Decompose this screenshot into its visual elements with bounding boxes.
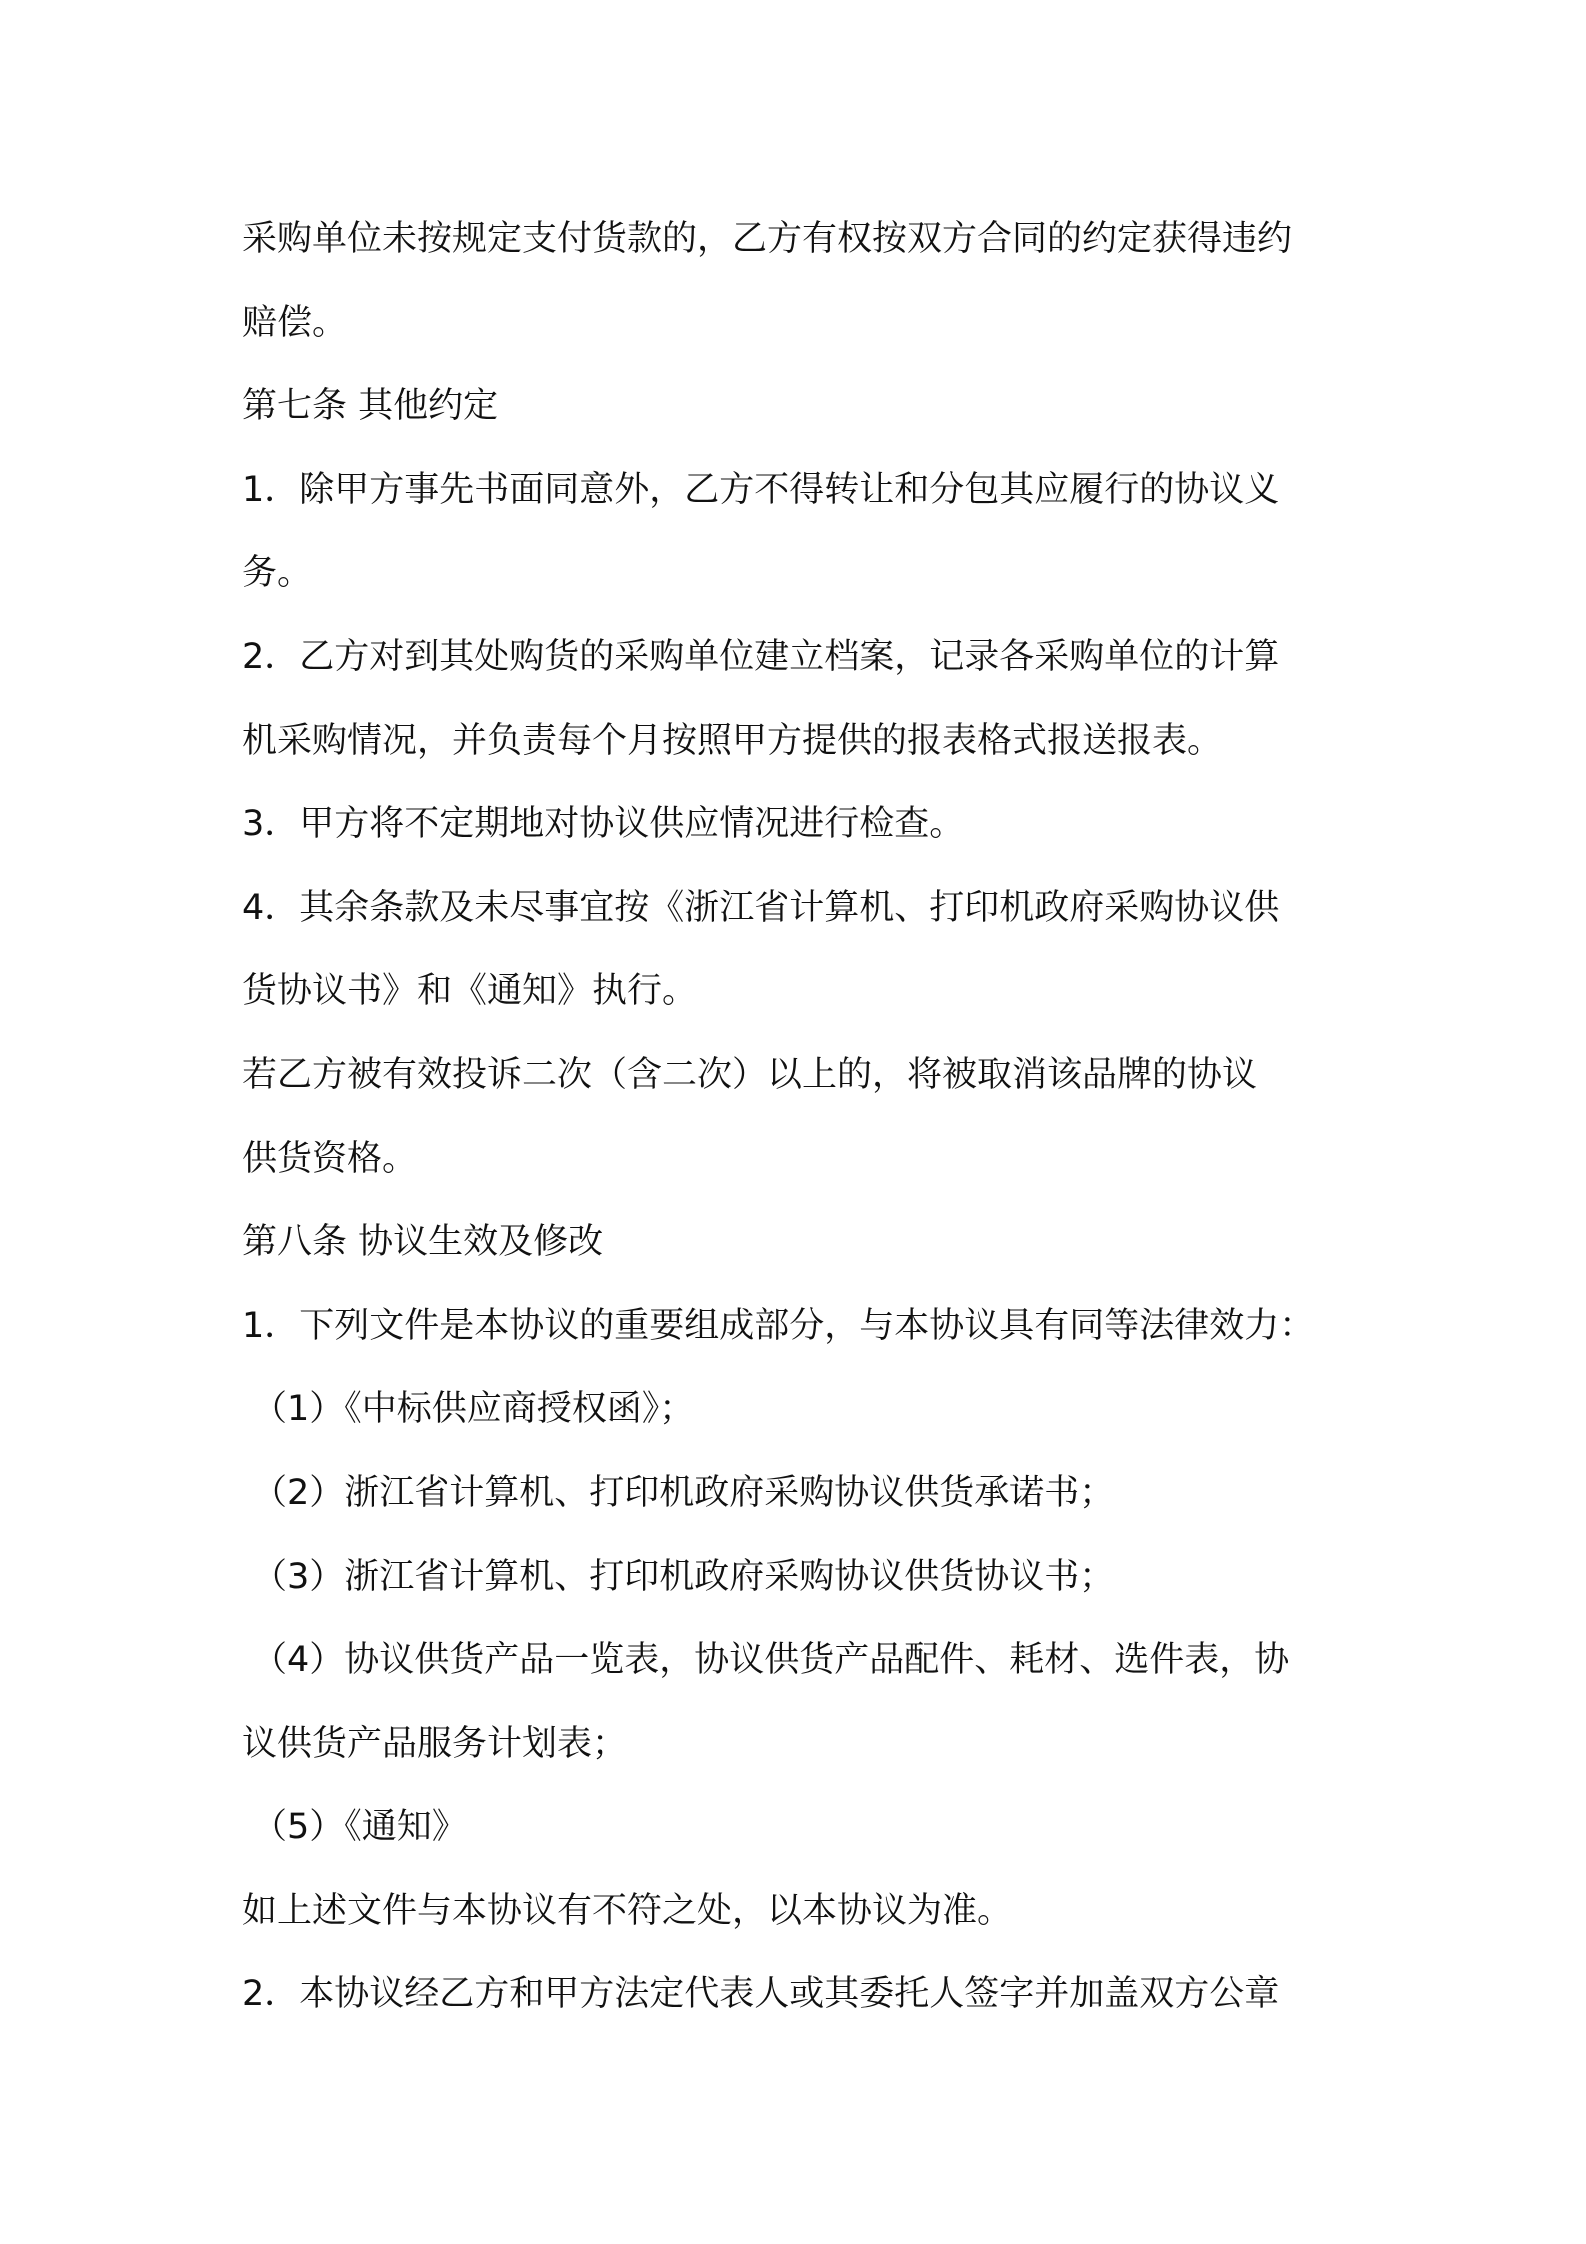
text-line: 4．其余条款及未尽事宜按《浙江省计算机、打印机政府采购协议供: [242, 887, 1280, 928]
text-line: 采购单位未按规定支付货款的，乙方有权按双方合同的约定获得违约: [242, 219, 1293, 259]
text-line: 2．乙方对到其处购货的采购单位建立档案，记录各采购单位的计算: [242, 636, 1280, 677]
text-line: 货协议书》和《通知》执行。: [242, 971, 698, 1012]
text-line: 议供货产品服务计划表；: [242, 1723, 628, 1764]
text-line: 供货资格。: [242, 1138, 418, 1179]
list-item: （3）浙江省计算机、打印机政府采购协议供货协议书；: [252, 1556, 1115, 1597]
list-item: （2）浙江省计算机、打印机政府采购协议供货承诺书；: [252, 1472, 1115, 1513]
section-heading-article-7: 第七条 其他约定: [242, 386, 499, 427]
text-line: 机采购情况，并负责每个月按照甲方提供的报表格式报送报表。: [242, 720, 1223, 761]
list-item: （5）《通知》: [252, 1807, 467, 1848]
list-item: （4）协议供货产品一览表，协议供货产品配件、耗材、选件表，协: [252, 1640, 1290, 1681]
text-line: 3．甲方将不定期地对协议供应情况进行检查。: [242, 804, 965, 845]
text-line: 若乙方被有效投诉二次（含二次）以上的，将被取消该品牌的协议: [242, 1054, 1258, 1095]
list-item: （1）《中标供应商授权函》；: [252, 1389, 695, 1430]
text-line: 1．下列文件是本协议的重要组成部分，与本协议具有同等法律效力：: [242, 1305, 1315, 1346]
text-line: 务。: [242, 553, 313, 594]
text-line: 如上述文件与本协议有不符之处，以本协议为准。: [242, 1890, 1013, 1931]
document-body: [242, 198, 1372, 2037]
text-line: 赔偿。: [242, 302, 348, 343]
section-heading-article-8: 第八条 协议生效及修改: [242, 1222, 604, 1263]
text-line: 2．本协议经乙方和甲方法定代表人或其委托人签字并加盖双方公章: [242, 1974, 1280, 2015]
text-line: 1．除甲方事先书面同意外，乙方不得转让和分包其应履行的协议义: [242, 469, 1280, 510]
